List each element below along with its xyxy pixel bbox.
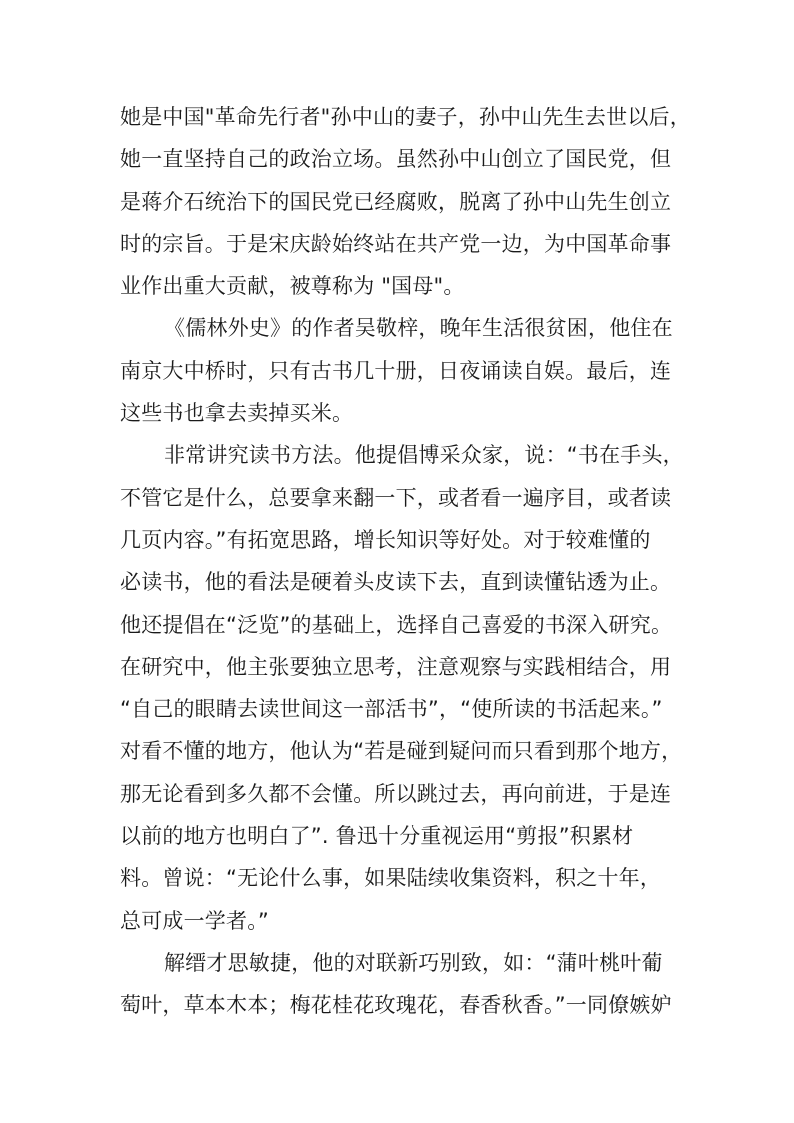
text-line: 她一直坚持自己的政治立场。虽然孙中山创立了国民党，但 (120, 147, 672, 172)
text-line: 不管它是什么，总要拿来翻一下，或者看一遍序目，或者读 (120, 485, 672, 510)
text-line: “自己的眼睛去读世间这一部活书”，“使所读的书活起来。” (120, 697, 663, 722)
text-line: 料。曾说：“无论什么事，如果陆续收集资料，积之十年， (120, 866, 662, 891)
text-line: 他还提倡在“泛览”的基础上，选择自己喜爱的书深入研究。 (120, 612, 673, 637)
text-line: 是蒋介石统治下的国民党已经腐败，脱离了孙中山先生创立 (120, 189, 672, 214)
paragraph-start-line: 解缙才思敏捷，他的对联新巧别致，如：“蒲叶桃叶葡 (164, 950, 663, 975)
paragraph-start-line: 《儒林外史》的作者吴敬梓，晚年生活很贫困，他住在 (164, 316, 673, 341)
text-line: 以前的地方也明白了”. 鲁迅十分重视运用“剪报”积累材 (120, 824, 634, 849)
text-line: 萄叶，草本木本；梅花桂花玫瑰花，春香秋香。”一同僚嫉妒 (120, 993, 672, 1018)
text-line: 这些书也拿去卖掉买米。 (120, 401, 354, 426)
body-text (120, 96, 691, 1027)
text-line: 她是中国"革命先行者"孙中山的妻子，孙中山先生去世以后， (120, 105, 691, 129)
text-line: 在研究中，他主张要独立思考，注意观察与实践相结合，用 (120, 654, 672, 679)
text-line: 南京大中桥时，只有古书几十册，日夜诵读自娱。最后，连 (120, 358, 672, 383)
text-line: 时的宗旨。于是宋庆龄始终站在共产党一边，为中国革命事 (120, 231, 672, 256)
text-line: 业作出重大贡献，被尊称为 "国母"。 (120, 274, 465, 299)
text-line: 对看不懂的地方，他认为“若是碰到疑问而只看到那个地方， (120, 739, 683, 764)
text-line: 总可成一学者。” (120, 908, 269, 933)
text-line: 那无论看到多久都不会懂。所以跳过去，再向前进，于是连 (120, 781, 672, 806)
paragraph-start-line: 非常讲究读书方法。他提倡博采众家，说：“书在手头， (164, 443, 684, 468)
text-line: 几页内容。”有拓宽思路，增长知识等好处。对于较难懂的 (120, 527, 651, 552)
text-line: 必读书，他的看法是硬着头皮读下去，直到读懂钻透为止。 (120, 570, 672, 595)
